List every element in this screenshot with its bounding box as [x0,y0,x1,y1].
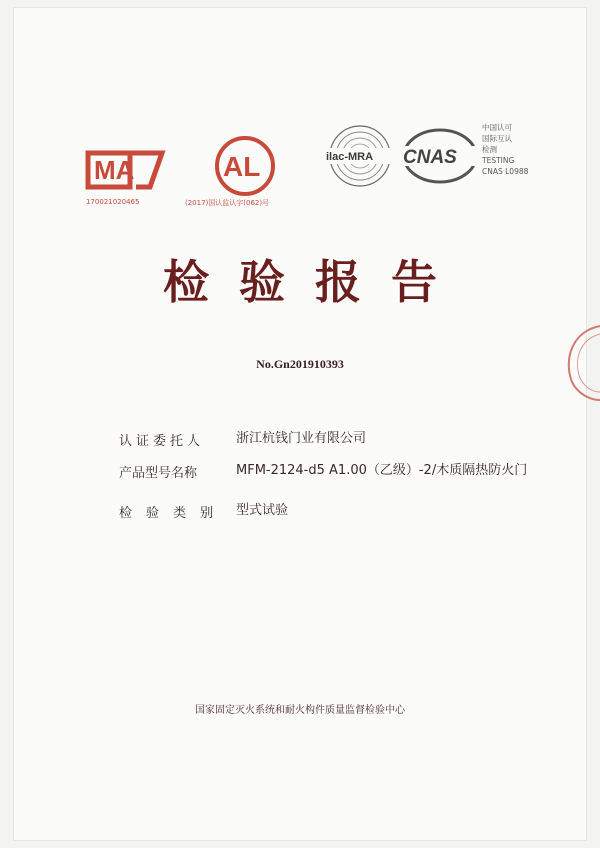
field-value: 型式试验 [236,503,289,518]
cnas-logo [400,125,480,187]
cnas-mark-text: CNAS [403,147,457,168]
cal-logo [205,134,285,198]
ilac-mark-text: ilac-MRA [326,151,374,163]
field-value: 浙江杭钱门业有限公司 [236,431,367,446]
field-label: 检验类别 [119,506,228,521]
cnas-line: 中国认可 [482,123,512,132]
cma-code: 170021020465 [86,198,140,206]
cnas-line: 检测 [482,145,497,154]
cnas-line: 国际互认 [482,134,512,143]
issuing-center: 国家固定灭火系统和耐火构件质量监督检验中心 [195,705,405,716]
field-value: MFM-2124-d5 A1.00（乙级）-2/木质隔热防火门 [236,463,528,478]
report-title: 检验报告 [163,255,467,309]
partial-seal [560,322,600,406]
cal-code: (2017)国认监认字(062)号 [185,199,270,207]
report-number: No.Gn201910393 [256,357,344,371]
field-label: 认证委托人 [119,434,205,449]
ilac-mra-logo [322,122,398,192]
cal-mark-text: AL [223,151,261,182]
field-label: 产品型号名称 [119,466,198,481]
cma-mark-text: MA [94,155,135,185]
cnas-accreditation-lines [482,122,528,177]
cnas-line: TESTING [482,156,515,165]
cma-logo [80,145,170,195]
cnas-line: CNAS L0988 [482,167,529,176]
